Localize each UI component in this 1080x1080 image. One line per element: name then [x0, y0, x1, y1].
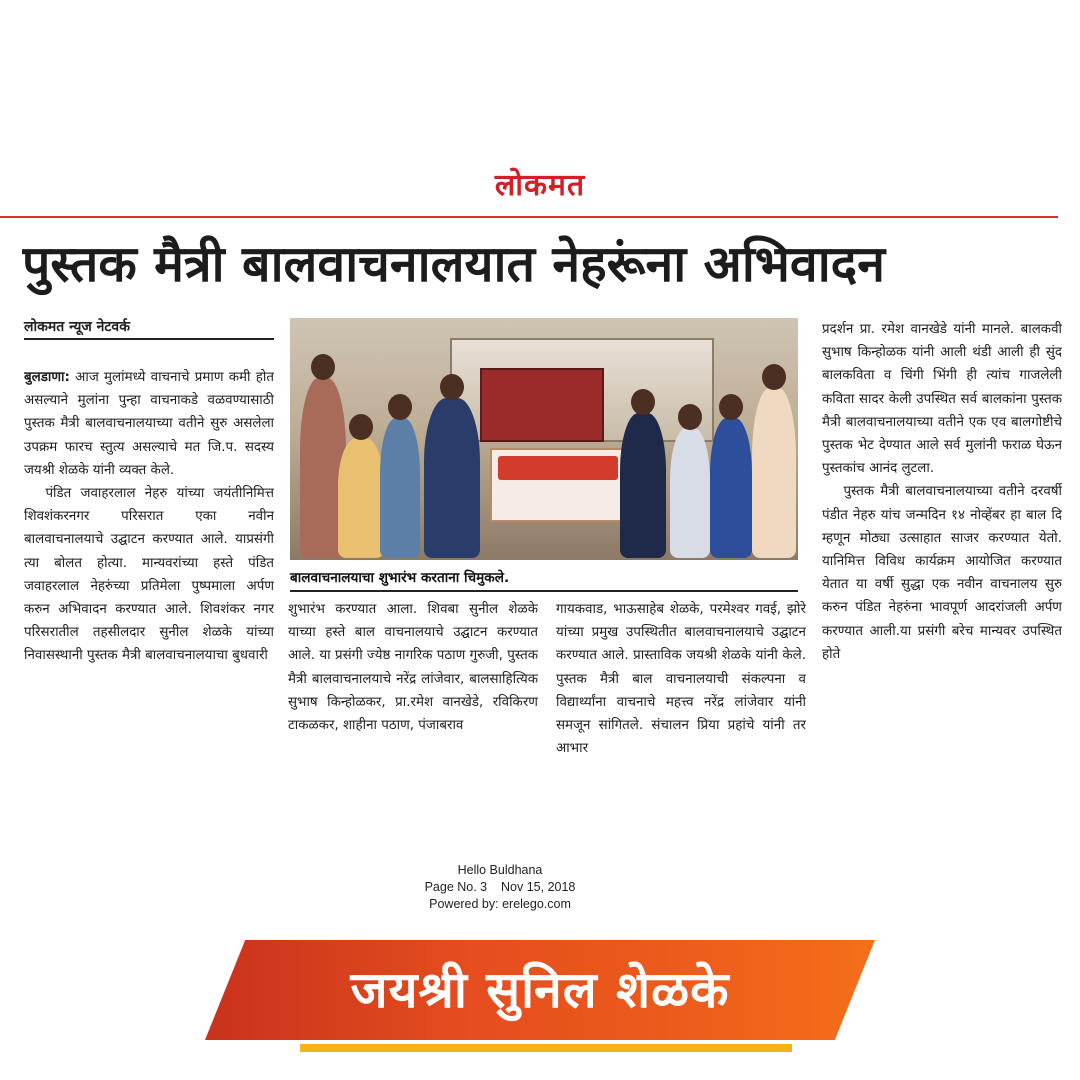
article-column-3	[556, 598, 806, 838]
paragraph: पुस्तक मैत्री बालवाचनालयाच्या वतीने दरवर्षी पंडीत नेहरु यांच जन्मदिन १४ नोव्हेंबर हा बाल दि म्हणून मोठ्या उत्साहात साजर करण्यात येतो. यानिमित्त विविध कार्यक्रम आयोजित करण्यात येतात या वर्षी सुद्धा एक नवीन वाचनालय सुरु करुन पंडित नेहरुंना भावपूर्ण आदरांजली अर्पण करण्यात आली.या प्रसंगी बरेच मान्यवर उपस्थित होते	[822, 484, 1062, 662]
article-column-4	[822, 318, 1062, 840]
powered-by: Powered by: erelego.com	[429, 897, 571, 911]
publication-footer	[300, 862, 700, 913]
paragraph: पंडित जवाहरलाल नेहरु यांच्या जयंतीनिमित्त शिवशंकरनगर परिसरात एका नवीन बालवाचनालयाचे उद्घाटन करण्यात आले. याप्रसंगी त्या बोलत होत्या. मान्यवरांच्या हस्ते पंडित जवाहरलाल नेहरुंच्या प्रतिमेला पुष्पमाला अर्पण करुन अभिवादन करण्यात आले. शिवशंकर नगर परिसरातील तहसीलदार सुनील शेळके यांच्या निवासस्थानी पुस्तक मैत्री बालवाचनालयाचा बुधवारी	[24, 486, 274, 664]
article-column-2	[288, 598, 538, 838]
child-figure	[670, 428, 710, 558]
publication-name: Hello Buldhana	[457, 863, 543, 877]
event-photo	[290, 318, 798, 560]
lead-paragraph-text: आज मुलांमध्ये वाचनाचे प्रमाण कमी होत असल्याने मुलांना पुन्हा वाचनाकडे वळवण्यासाठी पुस्तक मैत्री बालवाचनालयाच्या वतीने सुरु असलेला उपक्रम फारच स्तुत्य असल्याचे मत जि.प. सदस्य जयश्री शेळके यांनी व्यक्त केले.	[24, 370, 274, 478]
masthead-rule	[0, 216, 1058, 218]
child-figure	[752, 388, 796, 558]
lead-paragraph	[24, 366, 274, 482]
article-column-1	[24, 366, 274, 840]
child-figure	[338, 438, 384, 558]
name-banner	[205, 940, 875, 1058]
article-headline: पुस्तक मैत्री बालवाचनालयात नेहरूंना अभिवादन	[22, 235, 885, 293]
table-banner	[498, 456, 618, 480]
banner-underline	[300, 1044, 792, 1052]
banner-name: जयश्री सुनिल शेळके	[350, 961, 730, 1019]
display-board	[480, 368, 604, 442]
child-figure	[710, 418, 752, 558]
child-figure	[424, 398, 480, 558]
article-byline: लोकमत न्यूज नेटवर्क	[24, 316, 274, 340]
page-date: Page No. 3 Nov 15, 2018	[424, 880, 576, 894]
child-figure	[380, 418, 420, 558]
paragraph: गायकवाड, भाऊसाहेब शेळके, परमेश्वर गवई, झोरे यांच्या प्रमुख उपस्थितीत बालवाचनालयाचे उद्घाटन करण्यात आले. प्रास्ताविक जयश्री शेळके यांनी केले. पुस्तक मैत्री बाल वाचनालयाची संकल्पना व विद्यार्थ्यांना वाचनाचे महत्त्व नरेंद्र लांजेवार यांनी समजून सांगितले. संचालन प्रिया प्रहांचे यांनी तर आभार	[556, 602, 806, 757]
paragraph: प्रदर्शन प्रा. रमेश वानखेडे यांनी मानले. बालकवी सुभाष किन्होळक यांनी आली थंडी आली ही सुंद बालकविता व चिंगी भिंगी ही त्यांच गाजलेली कविता सादर केली उपस्थित सर्व बालकांना पुस्तक मैत्री बालवाचनालयाच्या वतीने एक एव बालगोष्टीचे पुस्तक भेट देण्यात आले सर्व मुलांनी फराळ घेऊन पुस्तकांच आनंद लुटला.	[822, 322, 1062, 477]
newspaper-logo: लोकमत	[494, 168, 586, 203]
paragraph: शुभारंभ करण्यात आला. शिवबा सुनील शेळके याच्या हस्ते बाल वाचनालयाचे उद्घाटन करण्यात आले. या प्रसंगी ज्येष्ठ नागरिक पठाण गुरुजी, पुस्तक मैत्री बालवाचनालयाचे नरेंद्र लांजेवार, बालसाहित्यिक सुभाष किन्होळकर, प्रा.रमेश वानखेडे, रविकिरण टाकळकर, शाहीना पठाण, पंजाबराव	[288, 602, 538, 734]
child-figure	[620, 413, 666, 558]
photo-caption: बालवाचनालयाचा शुभारंभ करताना चिमुकले.	[290, 566, 798, 592]
article-dateline: बुलडाणा:	[24, 370, 70, 385]
